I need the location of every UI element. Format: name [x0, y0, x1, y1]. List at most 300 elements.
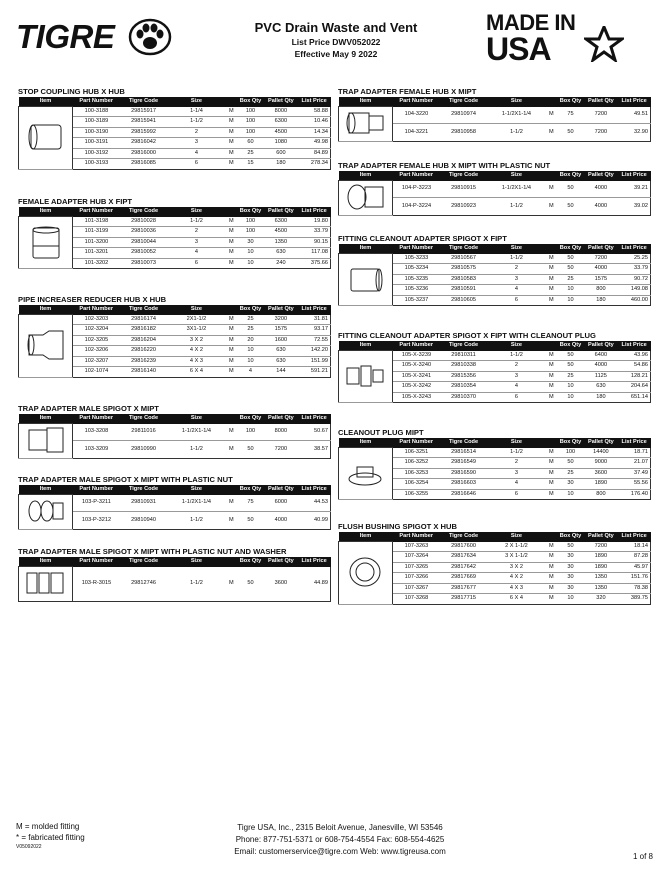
box-qty-cell: 25 — [237, 148, 264, 159]
list-price-cell: 49.98 — [298, 138, 331, 149]
tigre-code-cell: 29816220 — [120, 346, 167, 357]
column-header: List Price — [618, 532, 651, 542]
fitting-type-cell: M — [226, 107, 237, 117]
column-header: Pallet Qty — [264, 557, 298, 567]
page-header — [0, 0, 671, 78]
product-sketch-icon — [25, 567, 67, 601]
part-number-cell: 101-3202 — [73, 258, 120, 269]
size-cell: 1-1/2 — [487, 124, 546, 142]
box-qty-cell: 30 — [557, 583, 584, 594]
pallet-qty-cell: 180 — [584, 295, 618, 306]
pallet-qty-cell: 1890 — [584, 562, 618, 573]
section-title: TRAP ADAPTER MALE SPIGOT X MIPT WITH PLASTIC NUT AND WASHER — [18, 547, 287, 556]
part-number-cell: 102-3207 — [73, 356, 120, 367]
list-price-cell: 18.14 — [618, 542, 651, 552]
box-qty-cell: 10 — [237, 346, 264, 357]
part-number-cell: 107-3264 — [393, 552, 440, 563]
tigre-code-cell: 29810311 — [440, 351, 487, 361]
made-in-text: MADE IN — [486, 10, 576, 35]
pallet-qty-cell: 8000 — [264, 107, 298, 117]
product-image-cell — [339, 181, 393, 216]
part-number-cell: 106-3255 — [393, 489, 440, 500]
tigre-code-cell: 29816549 — [440, 458, 487, 469]
column-header: Part Number — [393, 341, 440, 351]
pallet-qty-cell: 1080 — [264, 138, 298, 149]
product-sketch-icon — [345, 181, 387, 215]
pallet-qty-cell: 144 — [264, 367, 298, 378]
table-row — [19, 567, 331, 602]
size-cell: 3 X 2 — [167, 335, 226, 346]
fitting-type-cell: M — [546, 542, 557, 552]
part-number-cell: 105-3234 — [393, 264, 440, 275]
tigre-code-cell: 29810370 — [440, 392, 487, 403]
column-header: Size — [167, 485, 226, 495]
list-price-cell: 21.07 — [618, 458, 651, 469]
box-qty-cell: 10 — [557, 295, 584, 306]
part-number-cell: 106-3251 — [393, 448, 440, 458]
pallet-qty-cell: 4000 — [584, 361, 618, 372]
tigre-code-cell: 29815917 — [120, 107, 167, 117]
table-header-row — [339, 244, 651, 254]
fitting-type-cell: M — [546, 479, 557, 490]
column-header: Pallet Qty — [264, 97, 298, 107]
column-header: Part Number — [393, 171, 440, 181]
fitting-type-cell: M — [226, 148, 237, 159]
column-header: Size — [487, 97, 546, 107]
box-qty-cell: 100 — [237, 117, 264, 128]
part-number-cell: 105-3233 — [393, 254, 440, 264]
fitting-type-cell: M — [546, 468, 557, 479]
fitting-type-cell: M — [226, 117, 237, 128]
pallet-qty-cell: 180 — [584, 392, 618, 403]
size-cell: 4 — [487, 382, 546, 393]
fitting-type-cell: M — [546, 583, 557, 594]
column-header: Tigre Code — [440, 532, 487, 542]
part-number-cell: 100-3189 — [73, 117, 120, 128]
size-cell: 3 X 1-1/2 — [487, 552, 546, 563]
box-qty-cell: 10 — [557, 594, 584, 605]
product-image-cell — [339, 107, 393, 142]
fitting-type-cell: M — [546, 489, 557, 500]
price-table — [338, 171, 651, 216]
molded-legend: M = molded fitting — [16, 822, 80, 831]
fitting-type-cell: M — [226, 356, 237, 367]
column-header — [226, 97, 237, 107]
box-qty-cell: 50 — [557, 264, 584, 275]
list-price-cell: 14.34 — [298, 127, 331, 138]
column-header: Pallet Qty — [264, 414, 298, 424]
list-price-cell: 45.97 — [618, 562, 651, 573]
price-table — [338, 244, 651, 306]
page-number: 1 of 8 — [632, 852, 653, 861]
column-header — [226, 207, 237, 217]
section-title: TRAP ADAPTER MALE SPIGOT X MIPT — [18, 404, 159, 413]
tigre-code-cell: 29810354 — [440, 382, 487, 393]
product-section-s2 — [18, 196, 331, 269]
pallet-qty-cell: 3200 — [264, 315, 298, 325]
table-header-row — [19, 97, 331, 107]
column-header: Tigre Code — [120, 414, 167, 424]
fitting-type-cell: M — [546, 552, 557, 563]
list-price-cell: 84.89 — [298, 148, 331, 159]
part-number-cell: 103-3209 — [73, 441, 120, 459]
column-header: Box Qty — [557, 244, 584, 254]
product-sketch-icon — [345, 556, 387, 590]
size-cell: 4 X 2 — [167, 346, 226, 357]
box-qty-cell: 50 — [557, 458, 584, 469]
pallet-qty-cell: 1890 — [584, 479, 618, 490]
section-title: TRAP ADAPTER FEMALE HUB X MIPT WITH PLASTIC NUT — [338, 161, 551, 170]
column-header — [546, 438, 557, 448]
list-price-cell: 128.21 — [618, 371, 651, 382]
size-cell: 1-1/2 — [487, 448, 546, 458]
box-qty-cell: 20 — [237, 335, 264, 346]
tigre-code-cell: 29817642 — [440, 562, 487, 573]
part-number-cell: 100-3190 — [73, 127, 120, 138]
brand-logo: TIGRE — [16, 18, 115, 55]
list-price-cell: 44.53 — [298, 495, 331, 512]
box-qty-cell: 30 — [557, 479, 584, 490]
size-cell: 4 X 3 — [487, 583, 546, 594]
pallet-qty-cell: 4500 — [264, 127, 298, 138]
part-number-cell: 103-P-3211 — [73, 495, 120, 512]
size-cell: 4 X 2 — [487, 573, 546, 584]
list-price-cell: 117.08 — [298, 248, 331, 259]
column-header: Box Qty — [237, 414, 264, 424]
column-header: Item — [339, 532, 393, 542]
column-header: Item — [339, 244, 393, 254]
column-header: Box Qty — [237, 97, 264, 107]
paw-logo-icon — [126, 12, 174, 60]
fitting-type-cell: M — [226, 424, 237, 441]
fitting-type-cell: M — [546, 371, 557, 382]
fitting-type-cell: M — [546, 573, 557, 584]
list-price-cell: 33.79 — [298, 227, 331, 238]
section-title: PIPE INCREASER REDUCER HUB X HUB — [18, 295, 167, 304]
pallet-qty-cell: 1350 — [264, 237, 298, 248]
tigre-code-cell: 29816590 — [440, 468, 487, 479]
pallet-qty-cell: 4000 — [584, 198, 618, 216]
column-header: Tigre Code — [440, 97, 487, 107]
column-header: Pallet Qty — [264, 207, 298, 217]
table-header-row — [19, 485, 331, 495]
pallet-qty-cell: 1125 — [584, 371, 618, 382]
pallet-qty-cell: 3600 — [264, 567, 298, 602]
tigre-code-cell: 29816514 — [440, 448, 487, 458]
product-section-s6 — [18, 546, 331, 602]
table-row — [339, 351, 651, 361]
box-qty-cell: 50 — [237, 567, 264, 602]
column-header: Size — [167, 97, 226, 107]
column-header: Size — [167, 305, 226, 315]
box-qty-cell: 100 — [237, 127, 264, 138]
table-row — [339, 107, 651, 124]
fitting-type-cell: M — [226, 159, 237, 170]
list-price-cell: 37.49 — [618, 468, 651, 479]
table-row — [339, 448, 651, 458]
column-header: Pallet Qty — [584, 438, 618, 448]
box-qty-cell: 10 — [557, 392, 584, 403]
size-cell: 2 — [167, 227, 226, 238]
pallet-qty-cell: 4000 — [584, 264, 618, 275]
column-header: Item — [339, 341, 393, 351]
column-header: Box Qty — [557, 97, 584, 107]
tigre-code-cell: 29810036 — [120, 227, 167, 238]
part-number-cell: 105-3237 — [393, 295, 440, 306]
column-header — [226, 414, 237, 424]
box-qty-cell: 30 — [237, 237, 264, 248]
section-title: FITTING CLEANOUT ADAPTER SPIGOT X FIPT — [338, 234, 507, 243]
size-cell: 3 X 2 — [487, 562, 546, 573]
column-header — [226, 485, 237, 495]
column-header: Size — [487, 532, 546, 542]
table-header-row — [339, 341, 651, 351]
column-header: Part Number — [393, 97, 440, 107]
column-header — [546, 171, 557, 181]
column-header: Tigre Code — [440, 171, 487, 181]
box-qty-cell: 75 — [557, 107, 584, 124]
pallet-qty-cell: 800 — [584, 285, 618, 296]
tigre-code-cell: 29817677 — [440, 583, 487, 594]
section-title: CLEANOUT PLUG MIPT — [338, 428, 424, 437]
size-cell: 3 — [487, 468, 546, 479]
pallet-qty-cell: 630 — [264, 248, 298, 259]
box-qty-cell: 10 — [237, 258, 264, 269]
part-number-cell: 105-3235 — [393, 274, 440, 285]
footer-address: Tigre USA, Inc., 2315 Beloit Avenue, Janesville, WI 53546 — [237, 823, 443, 832]
column-header: Size — [487, 438, 546, 448]
pallet-qty-cell: 6400 — [584, 351, 618, 361]
tigre-code-cell: 29810575 — [440, 264, 487, 275]
part-number-cell: 103-P-3212 — [73, 512, 120, 530]
effective-date: Effective May 9 2022 — [294, 49, 378, 59]
size-cell: 6 — [167, 258, 226, 269]
column-header: Item — [19, 557, 73, 567]
list-price-cell: 151.76 — [618, 573, 651, 584]
box-qty-cell: 50 — [557, 124, 584, 142]
part-number-cell: 107-3267 — [393, 583, 440, 594]
list-price-cell: 204.64 — [618, 382, 651, 393]
box-qty-cell: 50 — [557, 254, 584, 264]
footer-email[interactable]: Email: customerservice@tigre.com Web: www.tigreusa.com — [234, 847, 446, 856]
tigre-code-cell: 29816000 — [120, 148, 167, 159]
list-price-cell: 39.02 — [618, 198, 651, 216]
fitting-type-cell: M — [546, 361, 557, 372]
part-number-cell: 102-3204 — [73, 325, 120, 336]
pallet-qty-cell: 800 — [584, 489, 618, 500]
product-section-s1 — [18, 86, 331, 170]
list-price-cell: 32.90 — [618, 124, 651, 142]
size-cell: 1-1/2 — [167, 567, 226, 602]
product-image-cell — [19, 315, 73, 378]
tigre-code-cell: 29816174 — [120, 315, 167, 325]
column-header: List Price — [618, 171, 651, 181]
size-cell: 3 — [167, 138, 226, 149]
tigre-code-cell: 29816085 — [120, 159, 167, 170]
column-header: Item — [19, 207, 73, 217]
product-sketch-icon — [25, 226, 67, 260]
table-header-row — [339, 97, 651, 107]
fitting-type-cell: M — [546, 351, 557, 361]
box-qty-cell: 50 — [557, 181, 584, 198]
list-price-cell: 90.72 — [618, 274, 651, 285]
tigre-code-cell: 29815941 — [120, 117, 167, 128]
column-header: Part Number — [73, 485, 120, 495]
column-header: Size — [487, 244, 546, 254]
column-header: Item — [339, 97, 393, 107]
pallet-qty-cell: 630 — [264, 356, 298, 367]
pallet-qty-cell: 7200 — [264, 441, 298, 459]
tigre-code-cell: 29810605 — [440, 295, 487, 306]
list-price-cell: 142.20 — [298, 346, 331, 357]
table-header-row — [339, 171, 651, 181]
fitting-type-cell: M — [546, 107, 557, 124]
pallet-qty-cell: 1890 — [584, 552, 618, 563]
fitting-type-cell: M — [546, 562, 557, 573]
tigre-code-cell: 29810338 — [440, 361, 487, 372]
size-cell: 2 — [487, 458, 546, 469]
tigre-code-cell: 29817634 — [440, 552, 487, 563]
column-header: List Price — [298, 305, 331, 315]
product-sketch-icon — [345, 107, 387, 141]
size-cell: 1-1/2 — [167, 217, 226, 227]
fitting-type-cell: M — [226, 315, 237, 325]
fitting-type-cell: M — [226, 335, 237, 346]
table-row — [339, 254, 651, 264]
tigre-code-cell: 29816646 — [440, 489, 487, 500]
table-row — [19, 107, 331, 117]
section-title: STOP COUPLING HUB X HUB — [18, 87, 125, 96]
column-header: Part Number — [73, 557, 120, 567]
price-table — [18, 97, 331, 170]
column-header — [546, 341, 557, 351]
price-table — [18, 207, 331, 269]
list-price-cell: 43.96 — [618, 351, 651, 361]
box-qty-cell: 50 — [237, 512, 264, 530]
product-image-cell — [19, 424, 73, 459]
tigre-code-cell: 29816239 — [120, 356, 167, 367]
part-number-cell: 102-3203 — [73, 315, 120, 325]
part-number-cell: 100-3193 — [73, 159, 120, 170]
part-number-cell: 107-3266 — [393, 573, 440, 584]
fitting-type-cell: M — [546, 458, 557, 469]
fitting-type-cell: M — [546, 594, 557, 605]
pallet-qty-cell: 8000 — [264, 424, 298, 441]
column-header: Pallet Qty — [584, 171, 618, 181]
part-number-cell: 100-3192 — [73, 148, 120, 159]
box-qty-cell: 25 — [557, 468, 584, 479]
size-cell: 6 X 4 — [167, 367, 226, 378]
part-number-cell: 102-1074 — [73, 367, 120, 378]
list-price-cell: 18.71 — [618, 448, 651, 458]
column-header: Box Qty — [557, 171, 584, 181]
pallet-qty-cell: 6000 — [264, 495, 298, 512]
box-qty-cell: 10 — [557, 382, 584, 393]
fitting-type-cell: M — [546, 392, 557, 403]
product-section-s3 — [18, 294, 331, 378]
list-price-cell: 149.08 — [618, 285, 651, 296]
list-price-cell: 389.75 — [618, 594, 651, 605]
product-section-s4 — [18, 403, 331, 459]
tigre-code-cell: 29815356 — [440, 371, 487, 382]
product-section-s10 — [338, 330, 651, 403]
column-header: List Price — [298, 557, 331, 567]
list-price-cell: 39.21 — [618, 181, 651, 198]
fitting-type-cell: M — [546, 448, 557, 458]
part-number-cell: 102-3205 — [73, 335, 120, 346]
column-header: Tigre Code — [120, 305, 167, 315]
table-row — [19, 315, 331, 325]
tigre-code-cell: 29811016 — [120, 424, 167, 441]
column-header: Part Number — [73, 305, 120, 315]
section-title: FITTING CLEANOUT ADAPTER SPIGOT X FIPT WITH CLEANOUT PLUG — [338, 331, 596, 340]
product-section-s11 — [338, 427, 651, 500]
pallet-qty-cell: 3600 — [584, 468, 618, 479]
fitting-type-cell: M — [226, 346, 237, 357]
made-in-usa-badge — [486, 10, 656, 67]
pallet-qty-cell: 6300 — [264, 117, 298, 128]
part-number-cell: 105-3236 — [393, 285, 440, 296]
table-header-row — [19, 557, 331, 567]
column-header: List Price — [298, 414, 331, 424]
pallet-qty-cell: 600 — [264, 148, 298, 159]
product-sketch-icon — [25, 329, 67, 363]
box-qty-cell: 50 — [557, 351, 584, 361]
size-cell: 1-1/2 — [487, 198, 546, 216]
pallet-qty-cell: 630 — [584, 382, 618, 393]
column-header: Item — [339, 438, 393, 448]
size-cell: 1-1/2X1-1/4 — [167, 495, 226, 512]
column-header — [546, 97, 557, 107]
column-header: List Price — [298, 97, 331, 107]
fitting-type-cell: M — [226, 227, 237, 238]
box-qty-cell: 30 — [557, 562, 584, 573]
fitting-type-cell: M — [546, 295, 557, 306]
tigre-code-cell: 29810073 — [120, 258, 167, 269]
column-header — [226, 557, 237, 567]
table-header-row — [19, 207, 331, 217]
section-title: FEMALE ADAPTER HUB X FIPT — [18, 197, 133, 206]
column-header: Part Number — [73, 97, 120, 107]
list-price-cell: 40.99 — [298, 512, 331, 530]
part-number-cell: 104-P-3224 — [393, 198, 440, 216]
section-title: TRAP ADAPTER FEMALE HUB X MIPT — [338, 87, 477, 96]
box-qty-cell: 60 — [237, 138, 264, 149]
tigre-code-cell: 29817600 — [440, 542, 487, 552]
pallet-qty-cell: 4000 — [264, 512, 298, 530]
tigre-code-cell: 29810567 — [440, 254, 487, 264]
size-cell: 4 — [167, 148, 226, 159]
pallet-qty-cell: 1350 — [584, 583, 618, 594]
box-qty-cell: 25 — [237, 325, 264, 336]
product-section-s7 — [338, 86, 651, 142]
column-header: List Price — [298, 485, 331, 495]
column-header: Box Qty — [237, 557, 264, 567]
column-header: Tigre Code — [120, 207, 167, 217]
column-header: Pallet Qty — [264, 485, 298, 495]
column-header — [546, 244, 557, 254]
column-header: Item — [19, 414, 73, 424]
column-header: Part Number — [393, 532, 440, 542]
price-table — [18, 305, 331, 378]
tigre-code-cell: 29810028 — [120, 217, 167, 227]
tigre-code-cell: 29810583 — [440, 274, 487, 285]
price-table — [338, 532, 651, 605]
box-qty-cell: 10 — [237, 356, 264, 367]
table-row — [19, 495, 331, 512]
column-header: Pallet Qty — [584, 341, 618, 351]
list-price-cell: 58.88 — [298, 107, 331, 117]
